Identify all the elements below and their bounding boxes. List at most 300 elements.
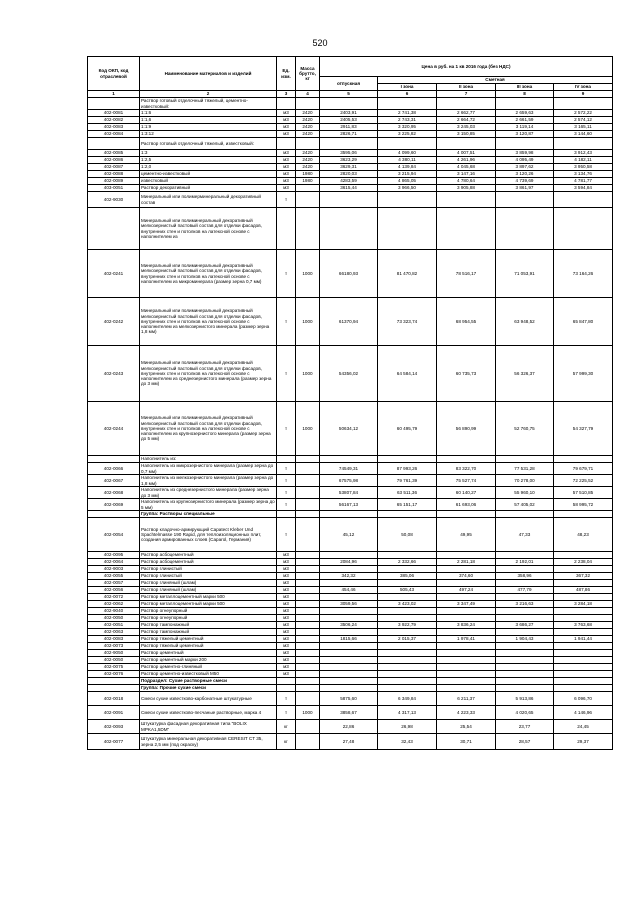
release-price	[320, 685, 378, 692]
release-price: 342,32	[320, 573, 378, 580]
zone-4-price: 3 950,58	[554, 164, 613, 171]
zone-2-price: 60 140,27	[437, 487, 496, 499]
item-name: Минеральный или полиминеральный декоративный мелкозернистый пастовый состав для отделки фасадов, внутренних стен и потолков на латексной основе с наполнителем из крупнозернистого минерала (размер зерна до 5 мм)	[140, 402, 277, 456]
table-row	[88, 402, 613, 456]
zone-2-price	[437, 671, 496, 678]
zone-3-price	[496, 552, 554, 559]
release-price: 56167,13	[320, 499, 378, 511]
table-row	[88, 499, 613, 511]
table-row	[88, 734, 613, 750]
item-code: 402-0244	[88, 402, 140, 456]
zone-2-price: 1 978,41	[437, 636, 496, 643]
release-price: 66180,93	[320, 250, 378, 298]
item-code: 402-0067	[88, 475, 140, 487]
zone-2-price: 3 905,88	[437, 185, 496, 192]
item-mass	[296, 601, 320, 608]
item-name: 1:3	[140, 150, 277, 157]
item-name: Минеральный или полиминеральный декоративный мелкозернистый пастовый состав для отделки фасадов, внутренних стен и потолков на латексной основе с наполнителем из среднезернистого минерала (размер зерна до 3 мм)	[140, 346, 277, 402]
item-name: Минеральный или полимерминеральный декоративный состав	[140, 192, 277, 208]
item-mass	[296, 671, 320, 678]
zone-4-price: 79 679,71	[554, 463, 613, 475]
zone-1-price: 64 584,14	[378, 346, 437, 402]
zone-4-price: 2 572,22	[554, 110, 613, 117]
zone-1-price: 4 380,11	[378, 157, 437, 164]
header-code: Код ОКП, код отраслевой	[88, 57, 140, 91]
item-code	[88, 98, 140, 110]
zone-1-price: 65 151,17	[378, 499, 437, 511]
release-price	[320, 208, 378, 250]
item-name: Минеральный или полиминеральный декоративный мелкозернистый пастовый состав для отделки фасадов, внутренних стен и потолков на латексной основе с наполнителем из мелкозернистого минерала (размер зерна 1,8 мм)	[140, 298, 277, 346]
zone-1-price: 4 865,05	[378, 178, 437, 185]
release-price	[320, 580, 378, 587]
zone-4-price	[554, 552, 613, 559]
release-price: 74549,31	[320, 463, 378, 475]
item-mass	[296, 678, 320, 685]
zone-1-price: 3 225,82	[378, 131, 437, 138]
release-price: 2820,03	[320, 171, 378, 178]
item-name: Раствор металлоцементный марки 500	[140, 594, 277, 601]
zone-3-price	[496, 192, 554, 208]
release-price	[320, 138, 378, 150]
zone-2-price	[437, 208, 496, 250]
item-name: Раствор цементно-глиняный	[140, 664, 277, 671]
item-code: 402-0088	[88, 171, 140, 178]
table-row	[88, 720, 613, 734]
release-price	[320, 643, 378, 650]
item-code: 402-0064	[88, 559, 140, 566]
item-mass	[296, 622, 320, 629]
item-name: Раствор асбоцементный	[140, 552, 277, 559]
item-unit: т	[277, 192, 296, 208]
table-row	[88, 615, 613, 622]
group-heading-row	[88, 511, 613, 518]
zone-4-price	[554, 98, 613, 110]
item-mass	[296, 629, 320, 636]
item-unit: м3	[277, 664, 296, 671]
item-name: Раствор глиняный (шлам)	[140, 587, 277, 594]
table-row	[88, 110, 613, 117]
item-name: 1:2,0	[140, 164, 277, 171]
zone-3-price	[496, 511, 554, 518]
zone-4-price: 57 999,30	[554, 346, 613, 402]
item-name: цементно-известковый	[140, 171, 277, 178]
zone-1-price	[378, 511, 437, 518]
item-code: 402-0075	[88, 664, 140, 671]
zone-4-price: 1 941,44	[554, 636, 613, 643]
item-code: 402-0069	[88, 499, 140, 511]
zone-2-price	[437, 685, 496, 692]
zone-3-price: 52 760,75	[496, 402, 554, 456]
release-price: 3595,06	[320, 150, 378, 157]
zone-3-price: 4 020,65	[496, 706, 554, 720]
column-number: 4	[296, 91, 320, 98]
item-mass	[296, 720, 320, 734]
item-name: Раствор глинистый	[140, 566, 277, 573]
item-mass: 2420	[296, 150, 320, 157]
zone-3-price: 57 405,02	[496, 499, 554, 511]
item-mass: 2420	[296, 157, 320, 164]
item-name: 1:1:6	[140, 110, 277, 117]
item-code: 402-9050	[88, 650, 140, 657]
release-price	[320, 594, 378, 601]
release-price	[320, 552, 378, 559]
zone-4-price: 29,37	[554, 734, 613, 750]
zone-2-price: 3 150,85	[437, 131, 496, 138]
zone-1-price: 4 139,84	[378, 164, 437, 171]
item-code: 402-0089	[88, 178, 140, 185]
release-price: 3629,31	[320, 164, 378, 171]
zone-4-price: 6 096,70	[554, 692, 613, 706]
zone-4-price	[554, 594, 613, 601]
item-code: 402-9040	[88, 608, 140, 615]
item-code: 402-0083	[88, 124, 140, 131]
release-price: 3858,67	[320, 706, 378, 720]
table-row	[88, 98, 613, 110]
item-mass: 2420	[296, 164, 320, 171]
release-price: 61370,94	[320, 298, 378, 346]
item-name: Раствор готовый отделочный тяжелый, цементно-известковый:	[140, 98, 277, 110]
zone-3-price	[496, 208, 554, 250]
zone-1-price: 3 423,02	[378, 601, 437, 608]
item-mass	[296, 685, 320, 692]
zone-3-price: 1 904,43	[496, 636, 554, 643]
item-unit: т	[277, 346, 296, 402]
table-row	[88, 117, 613, 124]
item-unit: м3	[277, 566, 296, 573]
item-unit	[277, 138, 296, 150]
zone-3-price: 358,96	[496, 573, 554, 580]
release-price: 22,86	[320, 720, 378, 734]
zone-3-price: 3 120,87	[496, 131, 554, 138]
zone-1-price	[378, 580, 437, 587]
zone-2-price: 3 245,03	[437, 124, 496, 131]
item-code: 402-0073	[88, 643, 140, 650]
table-row	[88, 475, 613, 487]
zone-2-price: 2 662,77	[437, 110, 496, 117]
table-row	[88, 124, 613, 131]
item-mass	[296, 208, 320, 250]
zone-1-price	[378, 552, 437, 559]
item-mass	[296, 185, 320, 192]
release-price	[320, 629, 378, 636]
zone-4-price	[554, 678, 613, 685]
item-unit: м3	[277, 615, 296, 622]
zone-2-price	[437, 552, 496, 559]
zone-4-price: 4 182,11	[554, 157, 613, 164]
zone-2-price: 4 045,68	[437, 164, 496, 171]
zone-1-price: 63 511,36	[378, 487, 437, 499]
release-price: 5875,60	[320, 692, 378, 706]
item-unit: м3	[277, 185, 296, 192]
table-row	[88, 566, 613, 573]
item-unit	[277, 678, 296, 685]
item-name: 1:2,5	[140, 157, 277, 164]
table-row	[88, 456, 613, 463]
release-price	[320, 98, 378, 110]
zone-3-price: 2 661,59	[496, 117, 554, 124]
item-unit: м3	[277, 117, 296, 124]
release-price	[320, 456, 378, 463]
item-code	[88, 208, 140, 250]
zone-1-price: 4 099,60	[378, 150, 437, 157]
zone-4-price	[554, 643, 613, 650]
zone-1-price: 73 323,74	[378, 298, 437, 346]
item-code	[88, 685, 140, 692]
item-unit: м3	[277, 131, 296, 138]
item-mass	[296, 463, 320, 475]
zone-4-price	[554, 208, 613, 250]
item-unit: м3	[277, 601, 296, 608]
group-heading-row	[88, 678, 613, 685]
zone-1-price: 26,98	[378, 720, 437, 734]
zone-2-price: 4 223,33	[437, 706, 496, 720]
item-mass	[296, 192, 320, 208]
zone-4-price: 48,23	[554, 518, 613, 552]
zone-3-price: 4 095,49	[496, 157, 554, 164]
header-zone-1: I зона	[378, 84, 437, 91]
zone-1-price: 2 015,37	[378, 636, 437, 643]
item-mass	[296, 692, 320, 706]
table-row	[88, 463, 613, 475]
header-name: Наименование материалов и изделий	[140, 57, 277, 91]
zone-3-price: 71 053,91	[496, 250, 554, 298]
item-mass	[296, 643, 320, 650]
zone-1-price: 3 215,94	[378, 171, 437, 178]
zone-3-price	[496, 138, 554, 150]
release-price: 4283,59	[320, 178, 378, 185]
item-name: Раствор огнеупорный	[140, 615, 277, 622]
item-code: 402-0091	[88, 706, 140, 720]
zone-2-price: 2 281,18	[437, 559, 496, 566]
release-price: 27,48	[320, 734, 378, 750]
zone-1-price: 505,43	[378, 587, 437, 594]
header-price-group: Цена в руб. на 1 кв 2016 года (без НДС)	[320, 57, 613, 77]
item-code: 402-0018	[88, 692, 140, 706]
item-mass	[296, 98, 320, 110]
column-number: 1	[88, 91, 140, 98]
release-price	[320, 511, 378, 518]
zone-1-price	[378, 671, 437, 678]
item-mass	[296, 566, 320, 573]
header-mass: Масса брутто, кг	[296, 57, 320, 91]
column-number: 7	[437, 91, 496, 98]
table-row	[88, 671, 613, 678]
table-row	[88, 171, 613, 178]
item-unit: м3	[277, 636, 296, 643]
zone-3-price: 5 913,86	[496, 692, 554, 706]
table-row	[88, 208, 613, 250]
item-unit: т	[277, 692, 296, 706]
zone-2-price: 4 261,96	[437, 157, 496, 164]
header-zone-2: II зона	[437, 84, 496, 91]
zone-4-price: 4 146,96	[554, 706, 613, 720]
table-row	[88, 518, 613, 552]
item-code	[88, 138, 140, 150]
item-name: известковый	[140, 178, 277, 185]
table-row	[88, 178, 613, 185]
release-price	[320, 608, 378, 615]
table-row	[88, 250, 613, 298]
zone-1-price	[378, 608, 437, 615]
zone-2-price	[437, 456, 496, 463]
zone-2-price	[437, 615, 496, 622]
release-price: 2084,96	[320, 559, 378, 566]
item-unit: м3	[277, 124, 296, 131]
column-number: 6	[378, 91, 437, 98]
item-unit: м3	[277, 650, 296, 657]
zone-3-price	[496, 685, 554, 692]
table-row	[88, 192, 613, 208]
item-code: 402-0242	[88, 298, 140, 346]
zone-2-price: 78 516,17	[437, 250, 496, 298]
table-row	[88, 346, 613, 402]
table-body	[88, 98, 613, 750]
zone-1-price	[378, 643, 437, 650]
zone-2-price	[437, 594, 496, 601]
item-mass: 1000	[296, 250, 320, 298]
item-name: Подраздел: Сухие растворные смеси	[140, 678, 277, 685]
group-heading-row	[88, 685, 613, 692]
zone-4-price: 487,86	[554, 587, 613, 594]
item-mass	[296, 636, 320, 643]
item-unit: м3	[277, 164, 296, 171]
zone-1-price	[378, 566, 437, 573]
zone-2-price	[437, 580, 496, 587]
item-unit: м3	[277, 671, 296, 678]
zone-1-price: 2 743,31	[378, 117, 437, 124]
table-row	[88, 601, 613, 608]
page-number: 520	[312, 38, 328, 48]
zone-2-price	[437, 664, 496, 671]
item-unit: т	[277, 402, 296, 456]
item-name: Раствор глиняный (шлам)	[140, 580, 277, 587]
zone-4-price: 3 284,18	[554, 601, 613, 608]
item-name: 1:1,6	[140, 117, 277, 124]
item-code: 402-0241	[88, 250, 140, 298]
zone-2-price: 75 527,74	[437, 475, 496, 487]
item-name: Раствор тяжелый цементный	[140, 643, 277, 650]
zone-3-price: 56 326,37	[496, 346, 554, 402]
item-code	[88, 678, 140, 685]
zone-1-price	[378, 138, 437, 150]
release-price: 3506,24	[320, 622, 378, 629]
item-unit: т	[277, 463, 296, 475]
zone-3-price: 47,33	[496, 518, 554, 552]
zone-2-price: 83 322,70	[437, 463, 496, 475]
zone-3-price	[496, 671, 554, 678]
zone-2-price	[437, 98, 496, 110]
zone-1-price	[378, 685, 437, 692]
zone-2-price: 68 954,55	[437, 298, 496, 346]
item-mass	[296, 657, 320, 664]
header-zone-3: III зона	[496, 84, 554, 91]
item-name: Раствор готовый отделочный тяжелый, известковый:	[140, 138, 277, 150]
item-name: Раствор декоративный	[140, 185, 277, 192]
item-unit: м3	[277, 110, 296, 117]
release-price	[320, 566, 378, 573]
item-mass	[296, 552, 320, 559]
zone-3-price	[496, 580, 554, 587]
item-name: 1:1:9	[140, 124, 277, 131]
zone-2-price	[437, 138, 496, 150]
zone-2-price	[437, 192, 496, 208]
release-price: 50634,12	[320, 402, 378, 456]
zone-4-price	[554, 192, 613, 208]
item-unit: м3	[277, 587, 296, 594]
zone-3-price: 23,77	[496, 720, 554, 734]
zone-3-price	[496, 650, 554, 657]
item-code	[88, 511, 140, 518]
zone-3-price: 70 278,00	[496, 475, 554, 487]
release-price	[320, 650, 378, 657]
zone-1-price: 2 741,38	[378, 110, 437, 117]
item-code: 402-9003	[88, 566, 140, 573]
item-code: 403-0051	[88, 185, 140, 192]
item-unit: т	[277, 706, 296, 720]
table-row	[88, 664, 613, 671]
zone-2-price: 60 735,73	[437, 346, 496, 402]
item-mass	[296, 594, 320, 601]
item-mass	[296, 734, 320, 750]
item-mass	[296, 664, 320, 671]
zone-4-price: 73 164,26	[554, 250, 613, 298]
item-mass	[296, 138, 320, 150]
table-row	[88, 552, 613, 559]
zone-4-price: 3 134,76	[554, 171, 613, 178]
item-name: Наполнитель из среднезернистого минерала (размер зерна до 3 мм)	[140, 487, 277, 499]
item-code: 402-9030	[88, 192, 140, 208]
zone-1-price: 6 349,84	[378, 692, 437, 706]
zone-2-price: 497,24	[437, 587, 496, 594]
zone-1-price: 32,43	[378, 734, 437, 750]
item-name: Раствор огнеупорный	[140, 608, 277, 615]
item-code: 402-0050	[88, 657, 140, 664]
table-row	[88, 157, 613, 164]
item-unit: м3	[277, 171, 296, 178]
zone-4-price: 72 225,52	[554, 475, 613, 487]
zone-2-price: 25,54	[437, 720, 496, 734]
item-unit: т	[277, 475, 296, 487]
item-mass	[296, 475, 320, 487]
table-row	[88, 164, 613, 171]
zone-3-price: 3 216,63	[496, 601, 554, 608]
item-mass: 1980	[296, 178, 320, 185]
release-price: 3059,56	[320, 601, 378, 608]
table-row	[88, 131, 613, 138]
zone-1-price: 60 495,79	[378, 402, 437, 456]
release-price: 1815,66	[320, 636, 378, 643]
item-unit: т	[277, 518, 296, 552]
zone-3-price	[496, 643, 554, 650]
item-code: 402-0051	[88, 622, 140, 629]
table-row	[88, 138, 613, 150]
zone-1-price	[378, 678, 437, 685]
item-code: 402-0083	[88, 636, 140, 643]
header-estimate-price: Сметная	[378, 77, 613, 84]
zone-4-price: 3 912,43	[554, 150, 613, 157]
item-code: 402-0072	[88, 594, 140, 601]
zone-3-price: 2 659,63	[496, 110, 554, 117]
item-mass: 1000	[296, 402, 320, 456]
item-unit: т	[277, 250, 296, 298]
zone-4-price: 57 510,85	[554, 487, 613, 499]
zone-2-price	[437, 629, 496, 636]
item-code: 402-0084	[88, 131, 140, 138]
zone-3-price: 3 859,98	[496, 150, 554, 157]
zone-4-price: 4 781,77	[554, 178, 613, 185]
column-number: 5	[320, 91, 378, 98]
zone-1-price: 81 470,82	[378, 250, 437, 298]
